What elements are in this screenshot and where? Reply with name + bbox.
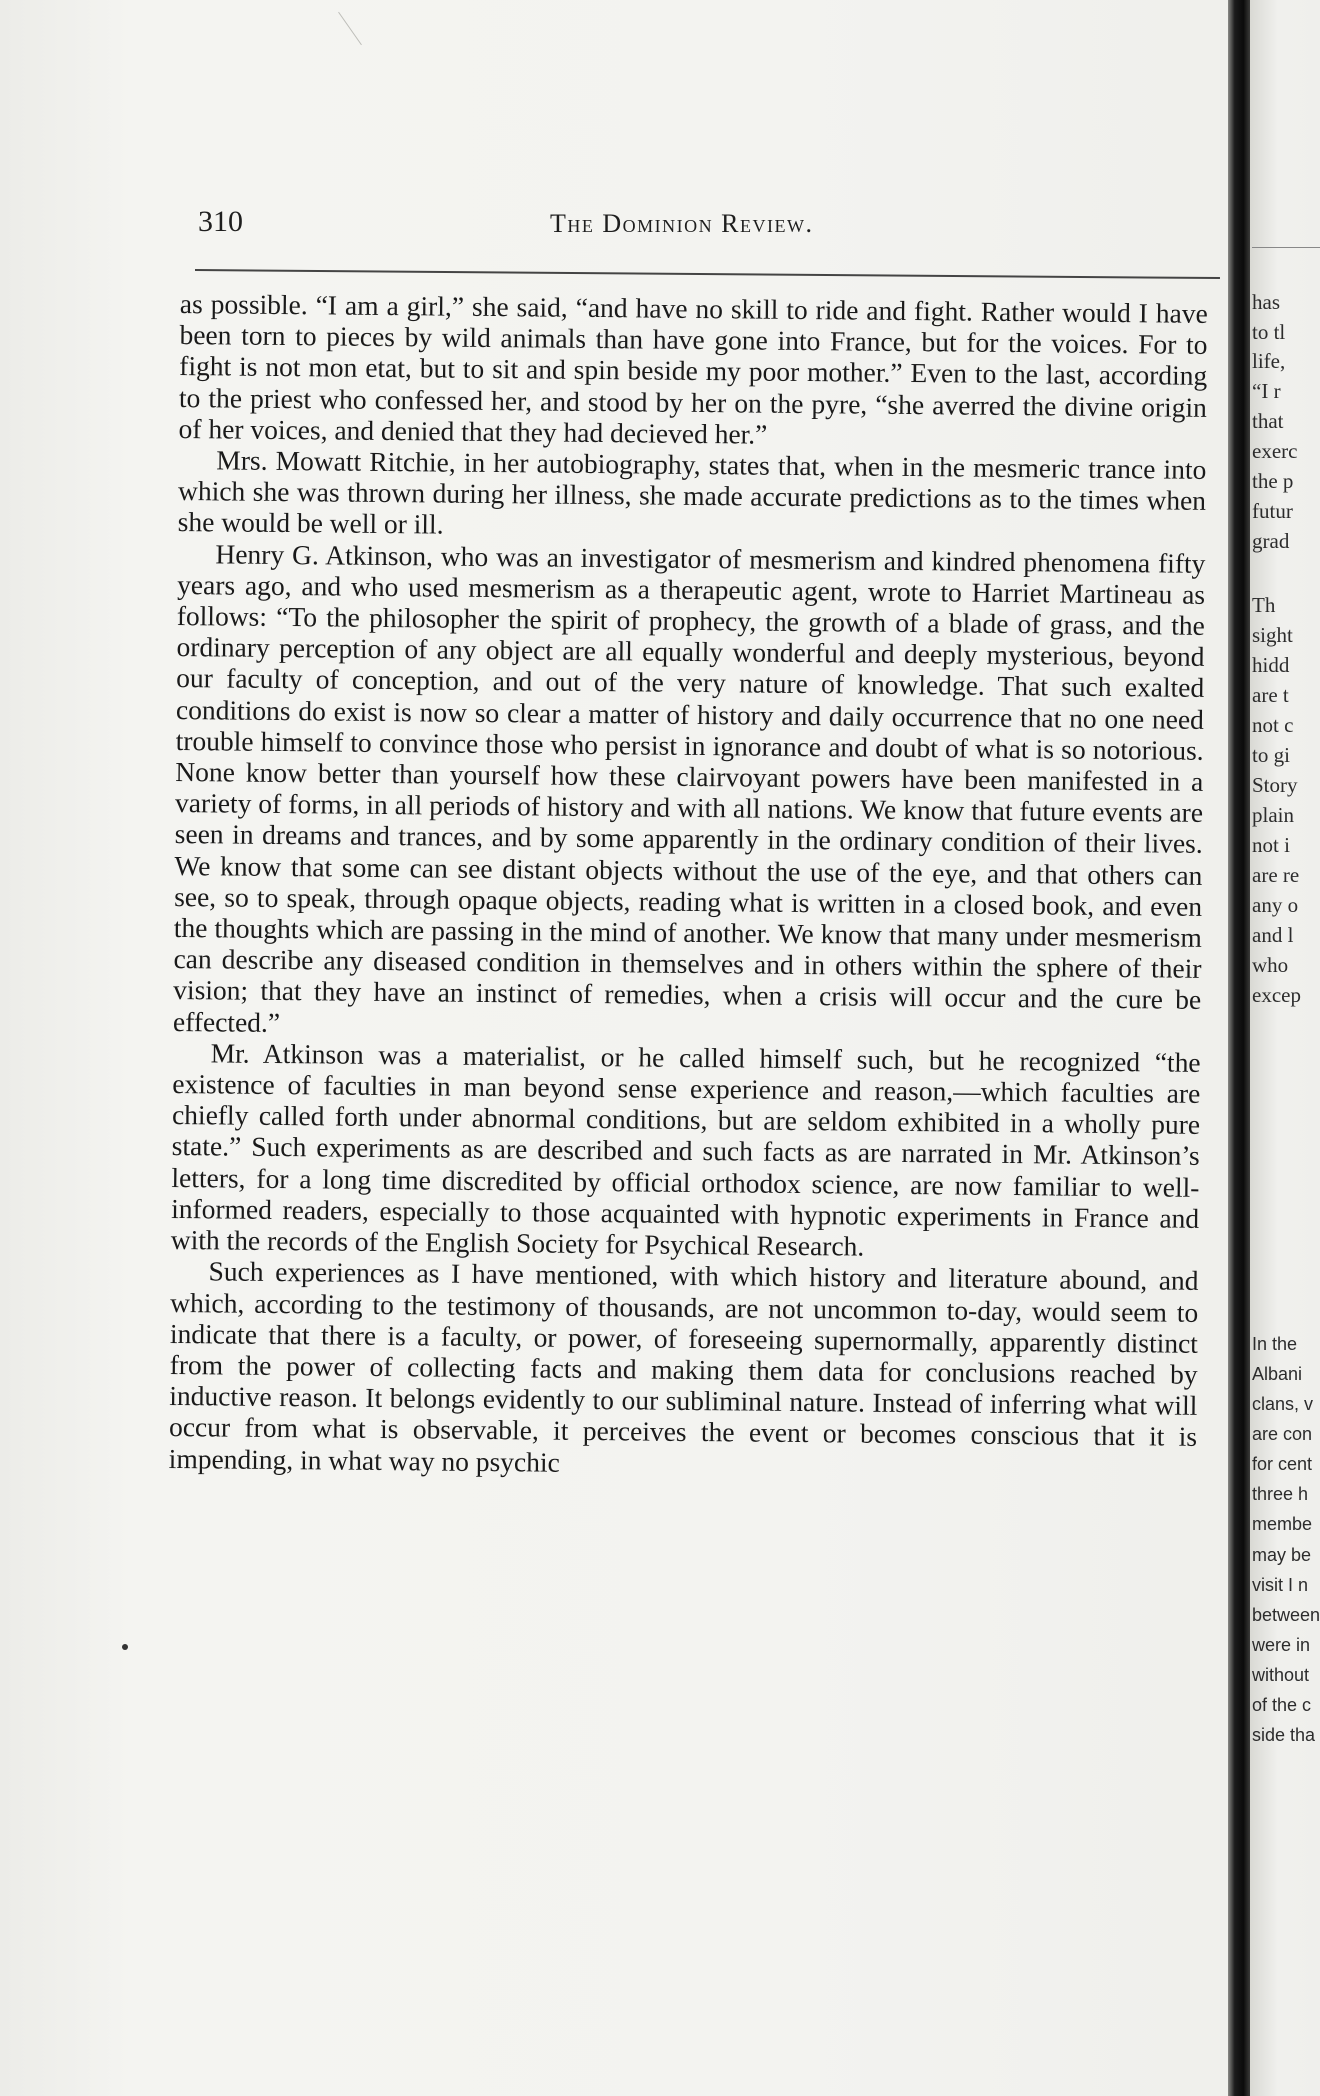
fragment-line: not i — [1252, 833, 1290, 857]
fragment-line: sight — [1252, 623, 1293, 647]
page-header — [198, 205, 1228, 245]
fragment-line: membe — [1252, 1514, 1313, 1534]
fragment-line: has — [1252, 290, 1280, 314]
facing-page-header-rule — [1252, 247, 1320, 248]
fragment-line: life, — [1252, 349, 1286, 373]
running-head: The Dominion Review. — [550, 209, 814, 238]
fragment-line: are re — [1252, 863, 1300, 887]
paragraph-atkinson-letter: Henry G. Atkinson, who was an investigator of mesmerism and kindred phenomena fifty years ago, and who used mesmerism as a therapeutic agent, wrote to Harriet Martineau as follows: “To the philosopher the spirit of prophecy, the growth of a blade of grass, and the ordinary perception of any object are all equally wonderful and deeply mysterious, beyond our faculty of conception, and out of the very nature of knowledge. That such exalted conditions do exist is now so clear a matter of history and daily occurrence that no one need trouble himself to convince those who persist in ignorance and doubt of what is so notorious. None know better than yourself how these clairvoyant powers have been manifested in a variety of forms, in all periods of history and with all nations. We know that future events are seen in dreams and trances, and by some apparently in the ordinary condition of their lives. We know that some can see distant objects without the use of the eye, and that others can see, so to speak, through opaque objects, reading what is written in a closed book, and even the thoughts which are passing in the mind of another. We know that many under mesmerism can describe any diseased condition in themselves and in others within the sphere of their vision; that they have an instinct of remedies, when a crisis will occur and the cure be effected.” — [172, 537, 1206, 1038]
header-rule — [195, 269, 1220, 279]
fragment-line: Story — [1252, 773, 1298, 797]
fragment-line: excep — [1252, 983, 1301, 1007]
page-number: 310 — [198, 205, 243, 238]
fragment-line: any o — [1252, 893, 1299, 917]
fragment-line: three h — [1252, 1484, 1309, 1504]
fragment-line: between — [1252, 1605, 1320, 1625]
fragment-line: of the c — [1252, 1695, 1312, 1715]
fragment-line: futur — [1252, 499, 1293, 523]
fragment-line: In the — [1252, 1334, 1298, 1354]
book-gutter — [1228, 0, 1250, 2096]
paragraph-foreseeing-faculty: Such experiences as I have mentioned, with which history and literature abound, and which, according to the testimony of thousands, are not uncommon to-day, would seem to indicate that there is a faculty, or power, of foreseeing supernormally, apparently distinct from the power of collecting facts and making them data for conclusions reached by inductive reason. It belongs evidently to our subliminal nature. Instead of inferring what will occur from what is observable, it perceives the event or becomes conscious that it is impending, in what way no psychic — [168, 1255, 1199, 1478]
paragraph-joan-of-arc: as possible. “I am a girl,” she said, “and have no skill to ride and fight. Rather would I have been torn to pieces by wild animals than have gone into France, but for the voices. For to fight is not mon etat, but to sit and spin beside my poor mother.” Even to the last, according to the priest who confessed her, and stood by her on the pyre, “she averred the divine origin of her voices, and denied that they had decieved her.” — [178, 288, 1208, 450]
scan-scratch-mark — [338, 12, 362, 45]
fragment-line: Th — [1252, 593, 1276, 617]
fragment-line: are con — [1252, 1424, 1313, 1444]
fragment-line: exerc — [1252, 439, 1298, 463]
fragment-line: without — [1252, 1665, 1310, 1685]
fragment-line: clans, v — [1252, 1394, 1314, 1414]
fragment-line: side tha — [1252, 1725, 1316, 1745]
fragment-line: who — [1252, 953, 1289, 977]
fragment-line: grad — [1252, 529, 1290, 553]
margin-dot — [122, 1644, 128, 1650]
article-body — [169, 288, 1208, 1484]
paragraph-atkinson-materialist: Mr. Atkinson was a materialist, or he called himself such, but he recognized “the existence of faculties in man beyond sense experience and reason,—which faculties are chiefly called forth under abnormal conditions, but are seldom exhibited in a wholly pure state.” Such experiments as are described and such facts as are narrated in Mr. Atkinson’s letters, for a long time discredited by official orthodox science, are now familiar to well-informed readers, especially to those acquainted with hypnotic experiments in France and with the records of the English Society for Psychical Research. — [170, 1037, 1201, 1262]
fragment-line: plain — [1252, 803, 1294, 827]
fragment-line: visit I n — [1252, 1575, 1309, 1595]
fragment-line: the p — [1252, 469, 1294, 493]
fragment-line: to gi — [1252, 743, 1290, 767]
facing-page-edge — [1250, 0, 1320, 2096]
fragment-line: to tl — [1252, 320, 1286, 344]
paragraph-mowatt-ritchie: Mrs. Mowatt Ritchie, in her autobiography, states that, when in the mesmeric trance into which she was thrown during her illness, she made accurate predictions as to the times when she would be well or ill. — [177, 444, 1207, 540]
fragment-line: for cent — [1252, 1454, 1313, 1474]
fragment-line: may be — [1252, 1545, 1312, 1565]
fragment-line: Albani — [1252, 1364, 1303, 1384]
fragment-line: were in — [1252, 1635, 1311, 1655]
fragment-line: hidd — [1252, 653, 1290, 677]
fragment-line: not c — [1252, 713, 1294, 737]
fragment-line: that — [1252, 409, 1284, 433]
fragment-line: and l — [1252, 923, 1294, 947]
fragment-line: “I r — [1252, 379, 1281, 403]
fragment-line: are t — [1252, 683, 1289, 707]
